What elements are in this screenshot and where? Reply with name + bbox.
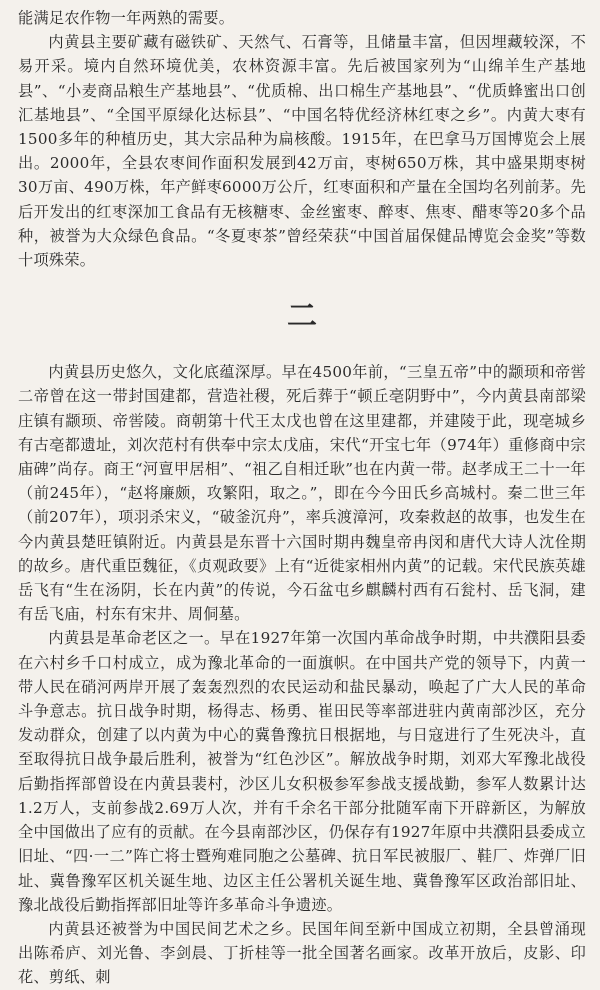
paragraph-history: 内黄县历史悠久，文化底蕴深厚。早在4500年前，“三皇五帝”中的颛顼和帝喾二帝曾在这一带封国建都，营造社稷，死后葬于“顿丘亳阴野中”，今内黄县南部梁庄镇有颛顼、帝喾陵。商朝第十代王太戊也曾在这里建都，并建陵于此，现亳城乡有古亳都遗址，刘次范村有供奉中宗太戊庙，宋代“开宝七年（974年）重修商中宗庙碑”尚存。商王“河亶甲居相”、“祖乙自相迁耿”也在内黄一带。赵孝成王二十一年（前245年），“赵将廉颇，攻繁阳，取之。”，即在今今田氏乡高城村。秦二世三年（前207年），项羽杀宋义，“破釜沉舟”，率兵渡漳河，攻秦救赵的故事，也发生在今内黄县楚旺镇附近。内黄县是东晋十六国时期冉魏皇帝冉闵和唐代大诗人沈佺期的故乡。唐代重臣魏征，《贞观政要》上有“近徙家相州内黄”的记载。宋代民族英雄岳飞有“生在汤阴，长在内黄”的传说，今石盆屯乡麒麟村西有石瓮村、岳飞洞，建有岳飞庙，村东有宋井、周侗墓。	[18, 363, 586, 624]
paragraph-continuation: 能满足农作物一年两熟的需要。	[18, 9, 235, 27]
paragraph-resources: 内黄县主要矿藏有磁铁矿、天然气、石膏等，且储量丰富，但因埋藏较深，不易开采。境内自然环境优美，农林资源丰富。先后被国家列为“山绵羊生产基地县”、“小麦商品粮生产基地县”、“优质棉、出口棉生产基地县”、“优质蜂蜜出口创汇基地县”、“全国平原绿化达标县”、“中国名特优经济林红枣之乡”。内黄大枣有1500多年的种植历史，其大宗品种为扁核酸。1915年，在巴拿马万国博览会上展出。2000年，全县农枣间作面积发展到42万亩，枣树650万株，其中盛果期枣树30万亩、490万株，年产鲜枣6000万公斤，红枣面积和产量在全国均名列前茅。先后开发出的红枣深加工食品有无核糖枣、金丝蜜枣、醉枣、焦枣、醋枣等20多个品种，被誉为大众绿色食品。“冬夏枣茶”曾经荣获“中国首届保健品博览会金奖”等数十项殊荣。	[18, 33, 586, 270]
paragraph-revolution: 内黄县是革命老区之一。早在1927年第一次国内革命战争时期，中共濮阳县委在六村乡千口村成立，成为豫北革命的一面旗帜。在中国共产党的领导下，内黄一带人民在硝河两岸开展了轰轰烈烈的农民运动和盐民暴动，唤起了广大人民的革命斗争意志。抗日战争时期，杨得志、杨勇、崔田民等率部进驻内黄南部沙区，充分发动群众，创建了以内黄为中心的冀鲁豫抗日根据地，与日寇进行了生死决斗，直至取得抗日战争最后胜利，被誉为“红色沙区”。解放战争时期，刘邓大军豫北战役后勤指挥部曾设在内黄县裴村，沙区儿女积极参军参战支援战勤，参军人数累计达1.2万人，支前参战2.69万人次，并有千余名干部分批随军南下开辟新区，为解放全中国做出了应有的贡献。在今县南部沙区，仍保存有1927年原中共濮阳县委成立旧址、“四·一二”阵亡将士暨殉难同胞之公墓碑、抗日军民被服厂、鞋厂、炸弹厂旧址、冀鲁豫军区机关诞生地、边区主任公署机关诞生地、冀鲁豫军区政治部旧址、豫北战役后勤指挥部旧址等许多革命斗争遗迹。	[18, 629, 586, 914]
section-heading: 二	[287, 299, 317, 335]
paragraph-folk-art: 内黄县还被誉为中国民间艺术之乡。民国年间至新中国成立初期，全县曾涌现出陈希庐、刘光鲁、李剑晨、丁折桂等一批全国著名画家。改革开放后，皮影、印花、剪纸、刺	[18, 919, 586, 987]
